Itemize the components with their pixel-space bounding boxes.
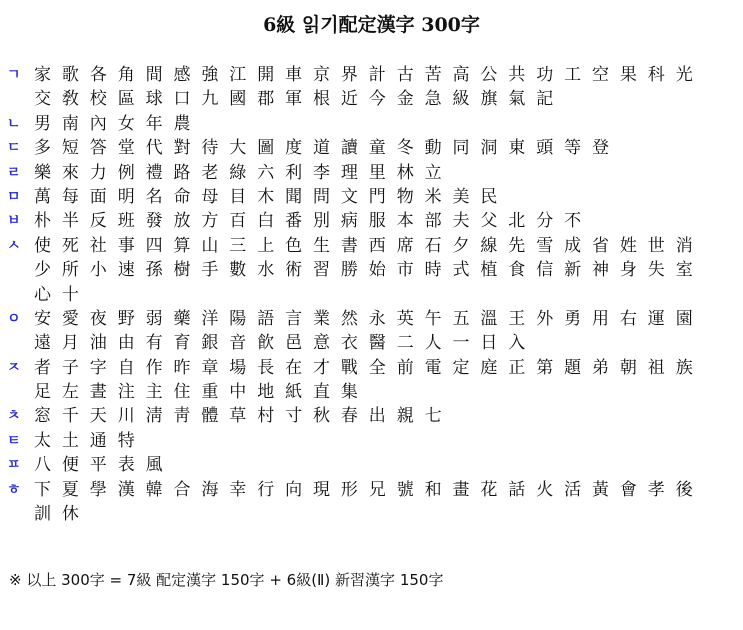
consonant-label: ㅌ	[7, 432, 21, 449]
hanja-row: 少 所 小 速 孫 樹 手 數 水 術 習 勝 始 市 時 式 植 食 信 新 神 身 失 室	[34, 260, 693, 281]
hanja-row: 心 十	[34, 284, 79, 305]
hanja-row: ㅍ 八 便 平 表 風	[7, 455, 163, 476]
consonant-label: ㄴ	[7, 115, 21, 132]
hanja-row: ㄴ 男 南 內 女 年 農	[7, 113, 191, 134]
consonant-label: ㅇ	[7, 310, 21, 327]
hanja-row: 訓 休	[34, 504, 79, 525]
hanja-row: ㄹ 樂 來 力 例 禮 路 老 綠 六 利 李 理 里 林 立	[7, 162, 442, 183]
page-title: 6級 읽기配定漢字 300字	[263, 14, 480, 36]
footnote: ※ 以上 300字 = 7級 配定漢字 150字 + 6級(Ⅱ) 新習漢字 150字	[9, 571, 444, 589]
hanja-row: ㅂ 朴 半 反 班 發 放 方 百 白 番 別 病 服 本 部 夫 父 北 分 不	[7, 211, 582, 232]
hanja-row: 交 敎 校 區 球 口 九 國 郡 軍 根 近 今 金 急 級 旗 氣 記	[34, 89, 554, 110]
consonant-label: ㅁ	[7, 188, 21, 205]
consonant-label: ㅊ	[7, 408, 21, 425]
hanja-row: 足 左 晝 注 主 住 重 中 地 紙 直 集	[34, 382, 358, 403]
consonant-label: ㄹ	[7, 164, 21, 181]
consonant-label: ㅎ	[7, 481, 21, 498]
consonant-label: ㄱ	[7, 67, 21, 83]
consonant-label: ㅂ	[7, 213, 21, 230]
hanja-row: ㅅ 使 死 社 事 四 算 山 三 上 色 生 書 西 席 石 夕 線 先 雪 成 省 姓 世 消	[7, 235, 693, 256]
hanja-row: ㅌ 太 土 通 特	[7, 430, 135, 451]
consonant-label: ㄷ	[7, 140, 21, 157]
hanja-row: ㅈ 者 子 字 自 作 昨 章 場 長 在 才 戰 全 前 電 定 庭 正 第 題 弟 朝 祖 族	[7, 357, 693, 378]
hanja-row: ㅎ 下 夏 學 漢 韓 合 海 幸 行 向 現 形 兄 號 和 畫 花 話 火 活 黃 會 孝 後	[7, 479, 693, 500]
hanja-row: ㅁ 萬 每 面 明 名 命 母 目 木 聞 問 文 門 物 米 美 民	[7, 186, 498, 207]
hanja-row: ㄷ 多 短 答 堂 代 對 待 大 圖 度 道 讀 童 冬 動 同 洞 東 頭 等 登	[7, 138, 609, 159]
hanja-row: 遠 月 油 由 有 育 銀 音 飮 邑 意 衣 醫 二 人 一 日 入	[34, 333, 526, 354]
hanja-row: ㄱ 家 歌 各 角 間 感 強 江 開 車 京 界 計 古 苦 高 公 共 功 工 空 果 科 光	[7, 65, 693, 85]
hanja-row: ㅊ 窓 千 天 川 淸 靑 體 草 村 寸 秋 春 出 親 七	[7, 406, 442, 427]
consonant-label: ㅈ	[7, 359, 21, 376]
hanja-list	[0, 63, 743, 526]
consonant-label: ㅅ	[7, 237, 21, 254]
hanja-row: ㅇ 安 愛 夜 野 弱 藥 洋 陽 語 言 業 然 永 英 午 五 溫 王 外 勇 用 右 運 園	[7, 308, 693, 329]
consonant-label: ㅍ	[7, 457, 21, 474]
